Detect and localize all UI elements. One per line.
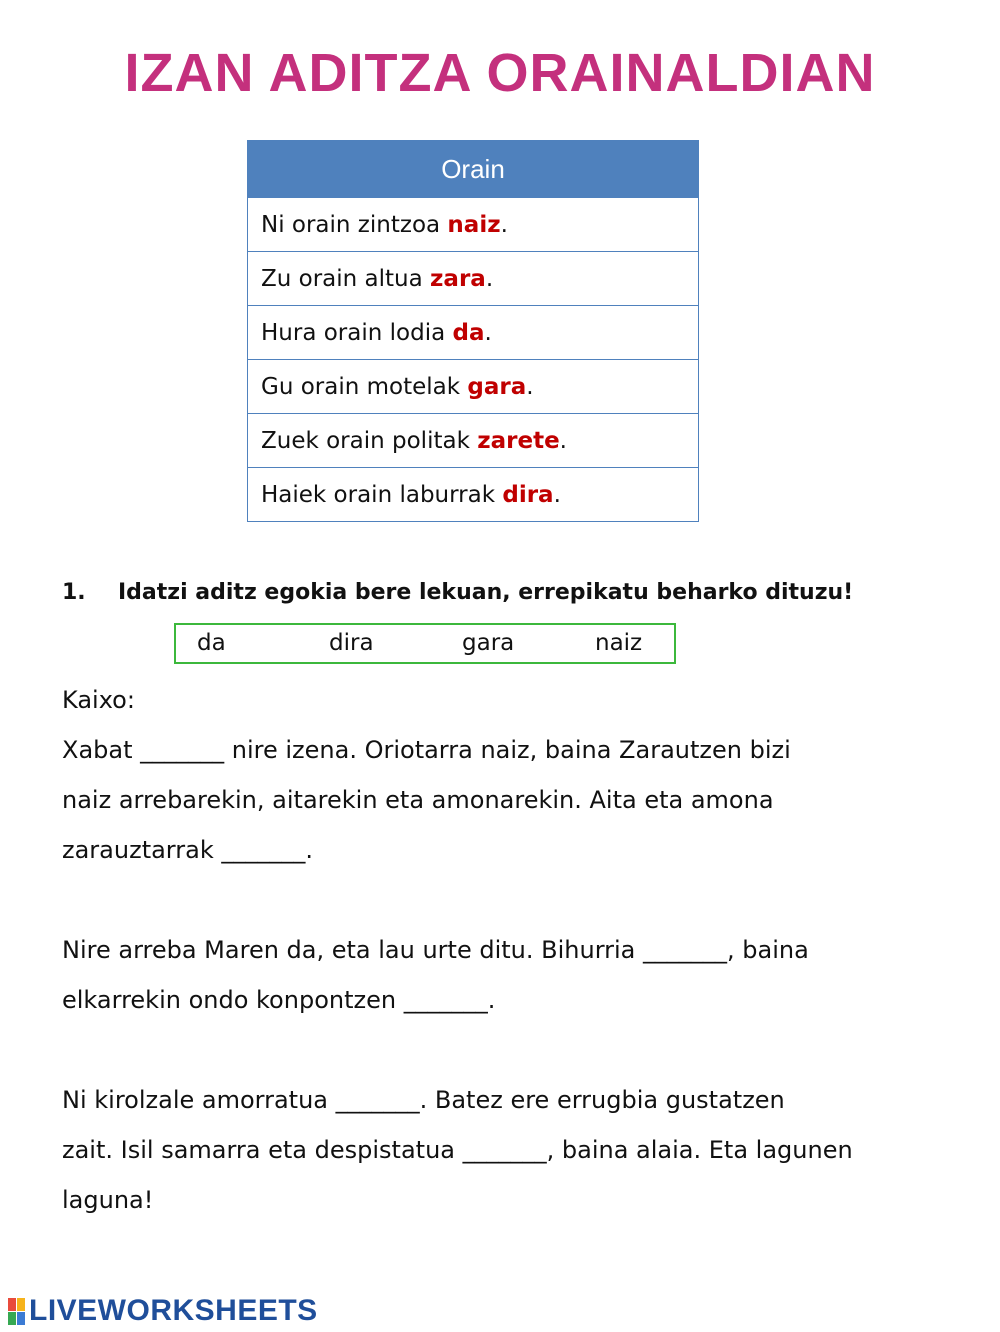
- paragraph-spacer: [62, 875, 962, 925]
- sentence-text: Zuek orain politak: [261, 427, 478, 454]
- passage: [62, 675, 962, 1225]
- brand-name: LIVEWORKSHEETS: [29, 1294, 318, 1327]
- passage-line: Ni kirolzale amorratua _______. Batez ere errugbia gustatzen: [62, 1086, 785, 1114]
- word-bank-item: da: [197, 630, 226, 656]
- paragraph-spacer: [62, 1025, 962, 1075]
- word-bank-item: naiz: [595, 630, 643, 656]
- sentence-text: Ni orain zintzoa: [261, 211, 448, 238]
- passage-line: Xabat _______ nire izena. Oriotarra naiz, baina Zarautzen bizi: [62, 736, 791, 764]
- sentence-text: Hura orain lodia: [261, 319, 453, 346]
- word-bank-item: gara: [462, 630, 515, 656]
- sentence-text: Gu orain motelak: [261, 373, 468, 400]
- table-row: [248, 360, 699, 414]
- verb-highlight: naiz: [447, 211, 501, 238]
- verb-highlight: zara: [430, 265, 486, 292]
- exercise-instruction: Idatzi aditz egokia bere lekuan, errepikatu beharko dituzu!: [118, 580, 854, 605]
- sentence-text: Zu orain altua: [261, 265, 431, 292]
- sentence-punct: .: [500, 211, 508, 238]
- table-row: [248, 252, 699, 306]
- word-bank: [174, 623, 676, 664]
- exercise-heading: [62, 580, 853, 605]
- greeting: Kaixo:: [62, 686, 135, 714]
- passage-line: zait. Isil samarra eta despistatua _______, baina alaia. Eta lagunen: [62, 1136, 853, 1164]
- table-header: Orain: [248, 141, 699, 198]
- sentence-punct: .: [559, 427, 567, 454]
- sentence-punct: .: [553, 481, 561, 508]
- verb-highlight: gara: [467, 373, 527, 400]
- passage-line: Nire arreba Maren da, eta lau urte ditu. Bihurria _______, baina: [62, 936, 809, 964]
- sentence-punct: .: [526, 373, 534, 400]
- passage-line: elkarrekin ondo konpontzen _______.: [62, 986, 496, 1014]
- table-row: [248, 306, 699, 360]
- verb-highlight: dira: [502, 481, 554, 508]
- word-bank-item: dira: [329, 630, 374, 656]
- table-row: [248, 468, 699, 522]
- conjugation-table: [247, 140, 699, 522]
- passage-line: laguna!: [62, 1186, 154, 1214]
- table-row: [248, 198, 699, 252]
- exercise-number: 1.: [62, 580, 86, 605]
- sentence-text: Haiek orain laburrak: [261, 481, 503, 508]
- sentence-punct: .: [485, 265, 494, 292]
- sentence-punct: .: [484, 319, 492, 346]
- passage-line: naiz arrebarekin, aitarekin eta amonarekin. Aita eta amona: [62, 786, 774, 814]
- verb-highlight: da: [452, 319, 485, 346]
- liveworksheets-logo: [8, 1294, 318, 1328]
- page-title: IZAN ADITZA ORAINALDIAN: [124, 43, 876, 103]
- verb-highlight: zarete: [477, 427, 560, 454]
- table-row: [248, 414, 699, 468]
- logo-icon: [8, 1298, 25, 1325]
- passage-line: zarauztarrak _______.: [62, 836, 313, 864]
